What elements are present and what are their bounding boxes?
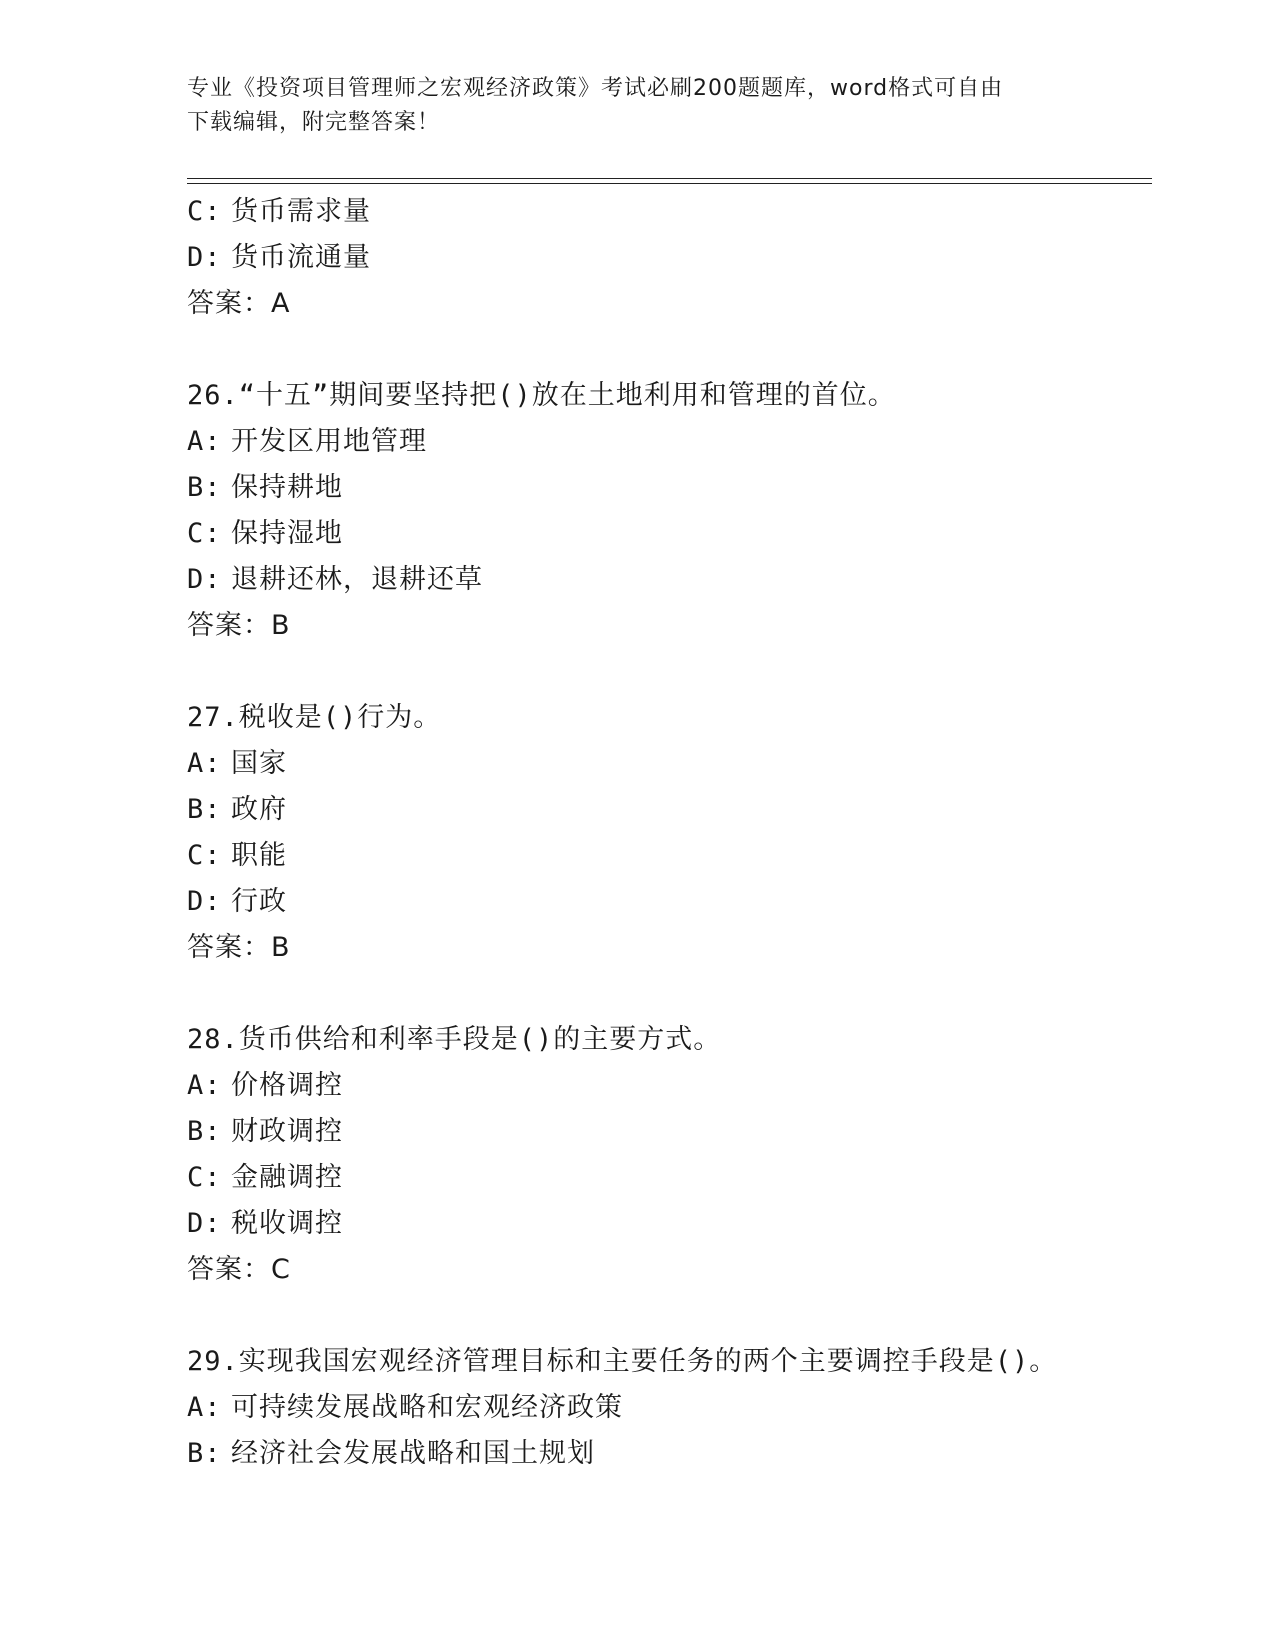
option-c: [187, 833, 1152, 879]
option-text: 税收调控: [231, 1208, 343, 1239]
option-key: A:: [187, 426, 222, 457]
answer: 答案：B: [187, 932, 291, 963]
option-text: 货币流通量: [231, 242, 371, 273]
option-c: [187, 511, 1152, 557]
option-text: 开发区用地管理: [231, 426, 427, 457]
option-b: [187, 1431, 1152, 1477]
option-text: 保持耕地: [231, 472, 343, 503]
option-c: [187, 1155, 1152, 1201]
option-key: B:: [187, 1438, 222, 1469]
option-text: 职能: [231, 840, 287, 871]
option-key: A:: [187, 1070, 222, 1101]
option-key: C:: [187, 196, 222, 227]
option-text: 财政调控: [231, 1116, 343, 1147]
option-a: [187, 1063, 1152, 1109]
option-text: 货币需求量: [231, 196, 371, 227]
question-list: [187, 189, 1152, 1477]
option-key: C:: [187, 518, 222, 549]
option-key: A:: [187, 1392, 222, 1423]
option-key: C:: [187, 840, 222, 871]
option-text: 保持湿地: [231, 518, 343, 549]
option-a: [187, 1385, 1152, 1431]
option-c: [187, 189, 1152, 235]
question-stem: 28.货币供给和利率手段是()的主要方式。: [187, 1024, 722, 1055]
header-line-2: 下载编辑，附完整答案！: [187, 110, 441, 135]
option-d: [187, 235, 1152, 281]
question-29: [187, 1339, 1152, 1477]
option-key: B:: [187, 1116, 222, 1147]
option-text: 金融调控: [231, 1162, 343, 1193]
option-text: 可持续发展战略和宏观经济政策: [231, 1392, 623, 1423]
option-key: B:: [187, 472, 222, 503]
question-stem: 27.税收是()行为。: [187, 702, 442, 733]
question-28: [187, 1017, 1152, 1293]
option-key: B:: [187, 794, 222, 825]
option-key: A:: [187, 748, 222, 779]
option-text: 政府: [231, 794, 287, 825]
question-partial: [187, 189, 1152, 327]
option-text: 退耕还林，退耕还草: [231, 564, 483, 595]
option-b: [187, 787, 1152, 833]
option-key: C:: [187, 1162, 222, 1193]
option-text: 经济社会发展战略和国土规划: [231, 1438, 595, 1469]
option-key: D:: [187, 886, 222, 917]
option-a: [187, 741, 1152, 787]
header-line-1: 专业《投资项目管理师之宏观经济政策》考试必刷200题题库，word格式可自由: [187, 76, 1004, 101]
option-b: [187, 465, 1152, 511]
document-header: [187, 72, 1067, 140]
option-key: D:: [187, 1208, 222, 1239]
question-27: [187, 695, 1152, 971]
question-stem: 26.“十五”期间要坚持把()放在土地利用和管理的首位。: [187, 380, 896, 411]
option-d: [187, 879, 1152, 925]
option-d: [187, 1201, 1152, 1247]
option-text: 国家: [231, 748, 287, 779]
header-rule-bottom: [187, 183, 1152, 184]
option-d: [187, 557, 1152, 603]
answer: 答案：A: [187, 288, 291, 319]
option-text: 价格调控: [231, 1070, 343, 1101]
answer: 答案：B: [187, 610, 291, 641]
answer: 答案：C: [187, 1254, 291, 1285]
option-text: 行政: [231, 886, 287, 917]
question-26: [187, 373, 1152, 649]
question-stem: 29.实现我国宏观经济管理目标和主要任务的两个主要调控手段是()。: [187, 1346, 1058, 1377]
option-b: [187, 1109, 1152, 1155]
option-a: [187, 419, 1152, 465]
option-key: D:: [187, 242, 222, 273]
header-rule-top: [187, 178, 1152, 179]
option-key: D:: [187, 564, 222, 595]
